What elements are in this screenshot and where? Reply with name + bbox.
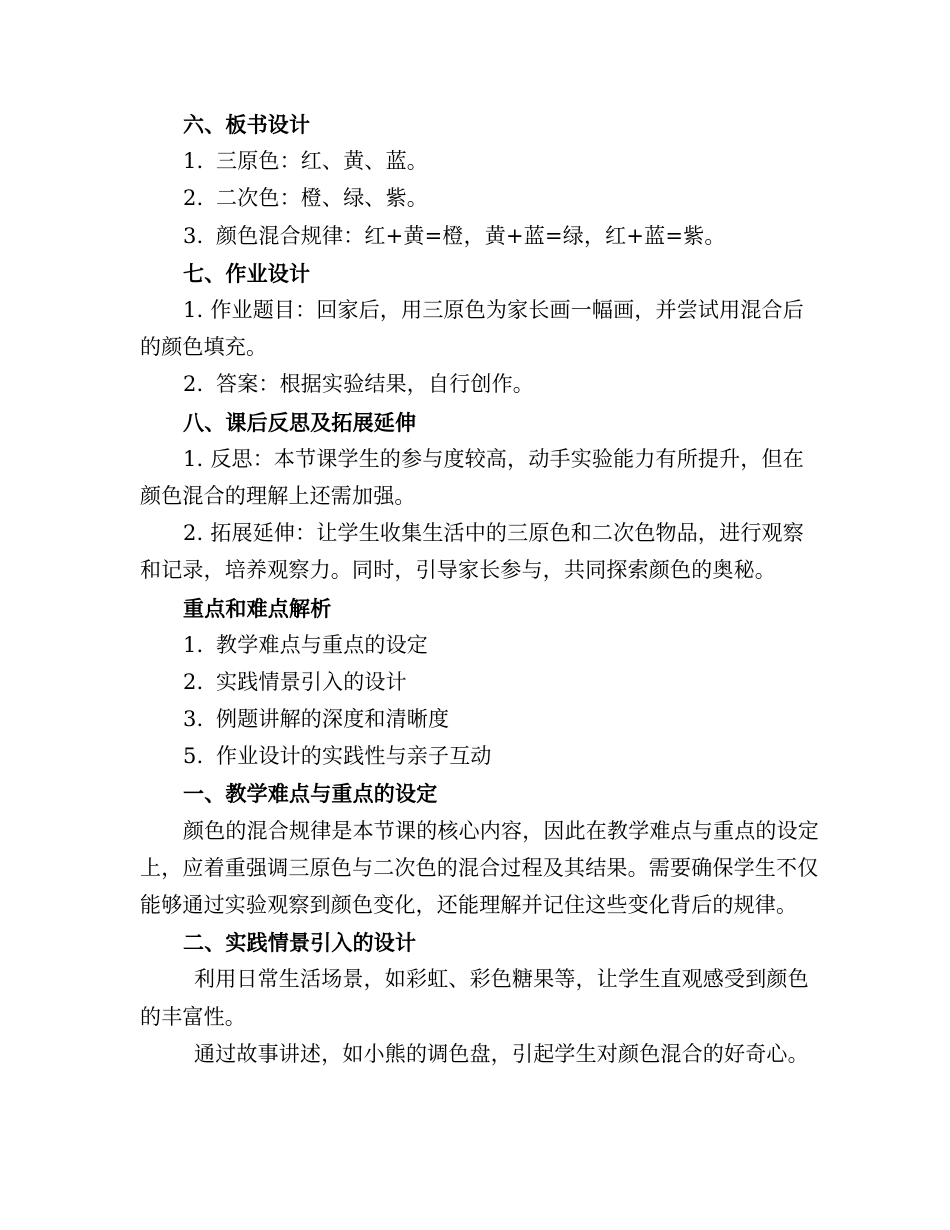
section-heading-reflection: 八、课后反思及拓展延伸 <box>183 409 417 435</box>
section-heading-difficulty-setting: 一、教学难点与重点的设定 <box>183 781 438 807</box>
list-item <box>140 180 820 217</box>
list-item <box>140 664 820 701</box>
list-text: 答案：根据实验结果，自行创作。 <box>216 372 534 397</box>
list-number: 1. <box>183 446 204 471</box>
list-number: 3. <box>183 223 204 248</box>
list-item <box>140 701 820 738</box>
list-number: 2. <box>183 372 204 397</box>
section-heading-blackboard-design: 六、板书设计 <box>183 112 311 137</box>
list-text: 三原色：红、黄、蓝。 <box>216 149 428 174</box>
list-number: 1. <box>183 632 204 657</box>
list-number: 3. <box>183 707 204 732</box>
list-item-wrapped <box>140 292 820 366</box>
list-text: 反思：本节课学生的参与度较高，动手实验能力有所提升，但在颜色混合的理解上还需加强。 <box>140 446 804 508</box>
list-item <box>140 143 820 180</box>
list-item <box>140 627 820 664</box>
list-text: 作业设计的实践性与亲子互动 <box>216 744 492 769</box>
list-text: 拓展延伸：让学生收集生活中的三原色和二次色物品，进行观察和记录，培养观察力。同时，引导家长参与，共同探索颜色的奥秘。 <box>140 521 804 583</box>
section-heading-homework-design: 七、作业设计 <box>183 260 311 286</box>
list-number: 1. <box>183 297 204 322</box>
paragraph: 通过故事讲述，如小熊的调色盘，引起学生对颜色混合的好奇心。 <box>194 1041 809 1066</box>
paragraph: 利用日常生活场景，如彩虹、彩色糖果等，让学生直观感受到颜色的丰富性。 <box>140 967 809 1029</box>
paragraph: 颜色的混合规律是本节课的核心内容，因此在教学难点与重点的设定上，应着重强调三原色与二次色的混合过程及其结果。需要确保学生不仅能够通过实验观察到颜色变化，还能理解并记住这些变化背后的规律。 <box>140 818 819 918</box>
list-item-wrapped <box>140 515 820 589</box>
list-item <box>140 218 820 255</box>
section-heading-scenario-design: 二、实践情景引入的设计 <box>183 930 417 956</box>
list-item <box>140 366 820 403</box>
document-body <box>140 106 820 1073</box>
list-text: 例题讲解的深度和清晰度 <box>216 707 450 732</box>
list-number: 2. <box>183 186 204 211</box>
list-item-wrapped <box>140 441 820 515</box>
list-text: 颜色混合规律：红+黄=橙，黄+蓝=绿，红+蓝=紫。 <box>216 223 726 248</box>
list-item <box>140 738 820 775</box>
section-heading-key-points: 重点和难点解析 <box>183 595 332 621</box>
list-text: 实践情景引入的设计 <box>216 669 407 694</box>
list-text: 作业题目：回家后，用三原色为家长画一幅画，并尝试用混合后的颜色填充。 <box>140 297 804 360</box>
list-number: 2. <box>183 669 204 694</box>
list-number: 5. <box>183 744 204 769</box>
list-number: 2. <box>183 521 204 546</box>
list-text: 二次色：橙、绿、紫。 <box>216 186 428 211</box>
list-text: 教学难点与重点的设定 <box>216 632 428 657</box>
list-number: 1. <box>183 149 204 174</box>
